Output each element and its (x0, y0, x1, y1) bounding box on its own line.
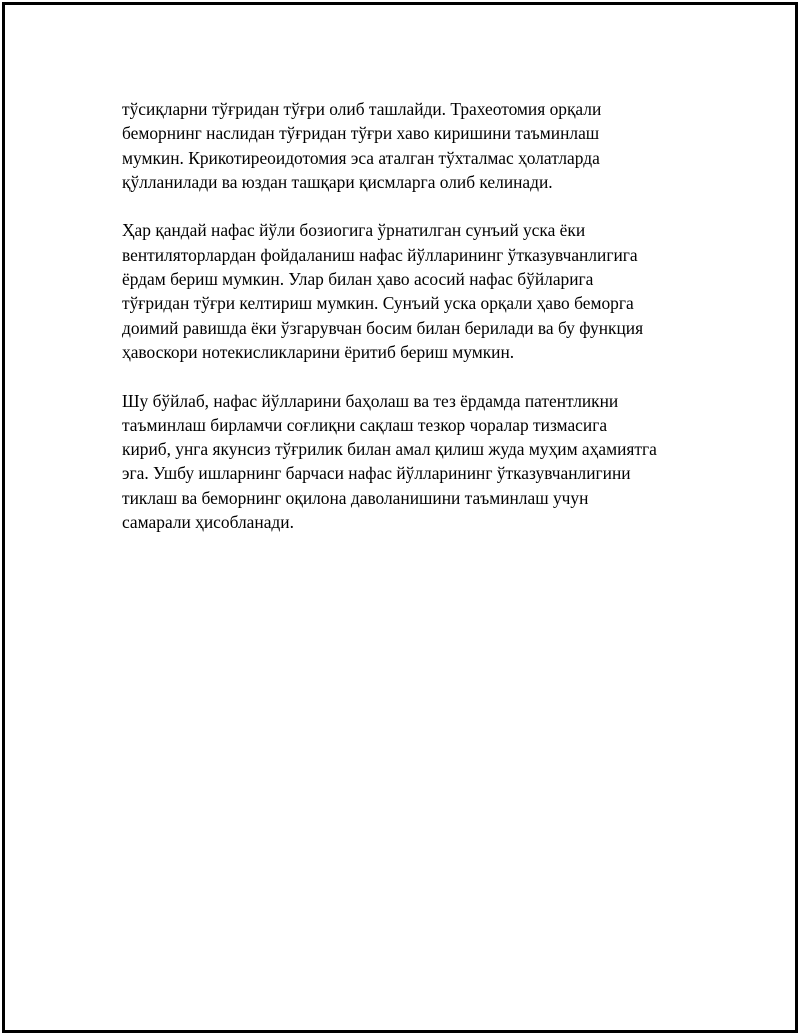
document-body (122, 97, 712, 559)
text-line: беморнинг наслидан тўғридан тўғри хаво киришини таъминлаш (122, 123, 600, 144)
text-line: доимий равишда ёки ўзгарувчан босим билан берилади ва бу функция (122, 317, 644, 338)
text-line: Ҳар қандай нафас йўли бозиогига ўрнатилган сунъий уска ёки (122, 220, 586, 241)
text-line: қўлланилади ва юздан ташқари қисмларга олиб келинади. (122, 171, 553, 192)
text-line: эга. Ушбу ишларнинг барчаси нафас йўлларининг ўтказувчанлигини (122, 463, 631, 484)
text-line: тўғридан тўғри келтириш мумкин. Сунъий уска орқали ҳаво беморга (122, 293, 634, 314)
text-line: таъминлаш бирламчи соғлиқни сақлаш тезкор чоралар тизмасига (122, 414, 608, 435)
page-frame (2, 2, 798, 1033)
paragraph-3 (122, 389, 712, 535)
text-line: вентиляторлардан фойдаланиш нафас йўлларининг ўтказувчанлигига (122, 244, 638, 265)
text-line: ҳавоскори нотекисликларини ёритиб бериш мумкин. (122, 341, 515, 362)
paragraph-2 (122, 218, 712, 364)
text-line: тўсиқларни тўғридан тўғри олиб ташлайди. Трахеотомия орқали (122, 99, 602, 119)
paragraph-1 (122, 97, 712, 194)
text-line: ёрдам бериш мумкин. Улар билан ҳаво асосий нафас бўйларига (122, 269, 594, 290)
text-line: самарали ҳисобланади. (122, 512, 294, 533)
text-line: мумкин. Крикотиреоидотомия эса аталган тўхталмас ҳолатларда (122, 147, 600, 168)
text-line: Шу бўйлаб, нафас йўлларини баҳолаш ва тез ёрдамда патентликни (122, 390, 619, 411)
text-line: тиклаш ва беморнинг оқилона даволанишини таъминлаш учун (122, 487, 589, 508)
text-line: кириб, унга якунсиз тўғрилик билан амал қилиш жуда муҳим аҳамиятга (122, 439, 657, 460)
